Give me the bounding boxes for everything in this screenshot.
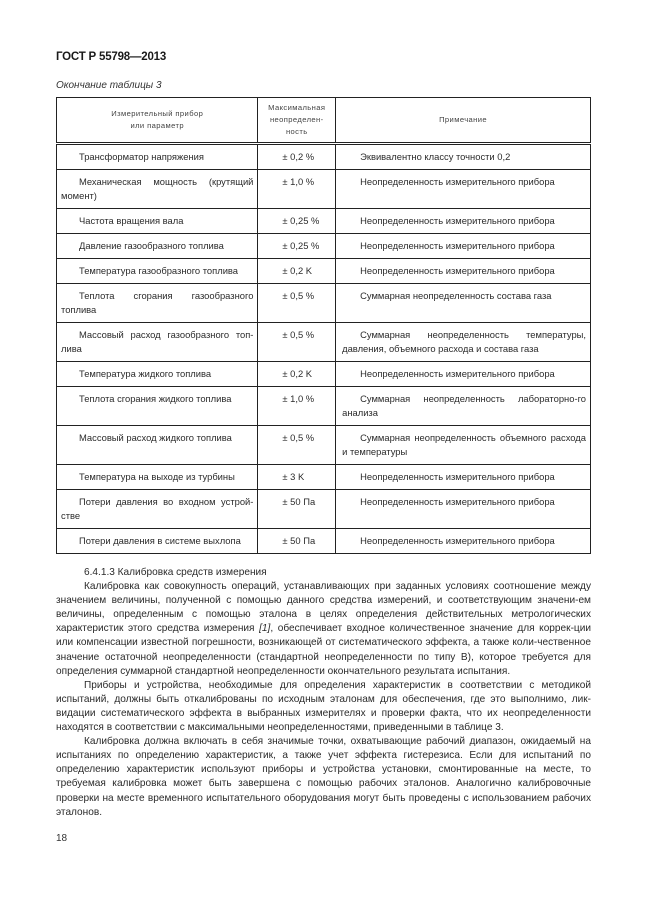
uncertainty-cell: ± 0,5 %	[282, 290, 315, 301]
parameter-cell: Механическая мощность (крутящий момент)	[61, 176, 254, 201]
table-header-row	[57, 98, 591, 144]
note-cell: Неопределенность измерительного прибора	[360, 496, 555, 507]
uncertainty-cell: ± 0,2 K	[282, 368, 313, 379]
note-cell: Суммарная неопределенность объемного расхода и температуры	[342, 432, 586, 457]
note-cell: Неопределенность измерительного прибора	[360, 176, 555, 187]
table-row	[57, 284, 591, 323]
table-row	[57, 209, 591, 234]
table-caption: Окончание таблицы 3	[56, 80, 162, 91]
note-cell: Неопределенность измерительного прибора	[360, 265, 555, 276]
uncertainty-cell: ± 50 Па	[282, 535, 316, 546]
column-header-note: Примечание	[336, 98, 591, 144]
uncertainty-cell: ± 3 K	[282, 471, 305, 482]
parameter-cell: Температура на выходе из турбины	[79, 471, 235, 482]
uncertainty-cell: ± 0,25 %	[282, 240, 320, 251]
table-row	[57, 234, 591, 259]
parameter-cell: Потери давления в системе выхлопа	[79, 535, 241, 546]
table-row	[57, 362, 591, 387]
parameter-cell: Массовый расход газообразного топ-лива	[61, 329, 254, 354]
note-cell: Суммарная неопределенность температуры, давления, объемного расхода и состава газа	[342, 329, 586, 354]
note-cell: Неопределенность измерительного прибора	[360, 471, 555, 482]
table-row	[57, 490, 591, 529]
section-heading: 6.4.1.3 Калибровка средств измерения	[84, 567, 267, 578]
note-cell: Неопределенность измерительного прибора	[360, 368, 555, 379]
document-code: ГОСТ Р 55798—2013	[56, 51, 167, 63]
column-header-parameter: Измерительный прибор или параметр	[57, 98, 258, 144]
note-cell: Неопределенность измерительного прибора	[360, 535, 555, 546]
parameter-cell: Массовый расход жидкого топлива	[79, 432, 232, 443]
paragraph: Калибровка как совокупность операций, устанавливающих при заданных условиях соотношение между значением величины, полученной с помощью данного средства измерений, и соответствующим значени-ем величины, определенным с помощью эталона в целях определения действительных метрологических характеристик этого средства измерения [1], обеспечивает входное количественное значение для коррек-ции или компенсации известной погрешности, возникающей от систематического эффекта, а также коли-чественное значение остаточной неопределенности (стандартной неопределенности по типу В), которое требуется для определения суммарной стандартной неопределенности окончательного результата испытания.	[56, 581, 591, 677]
parameter-cell: Температура газообразного топлива	[79, 265, 239, 276]
parameter-cell: Потери давления во входном устрой-стве	[61, 496, 254, 521]
uncertainty-cell: ± 1,0 %	[282, 393, 315, 404]
uncertainty-table	[56, 97, 591, 554]
uncertainty-cell: ± 0,2 %	[282, 151, 315, 162]
paragraph: Приборы и устройства, необходимые для определения характеристик в соответствии с методикой испытаний, должны быть откалиброваны по исходным эталонам для обеспечения, где это выполнимо, лик-видации систематического эффекта в выбранных измерителях и проверки факта, что их неопределенности находятся в соответствии с максимальными неопределенностями, приведенными в таблице 3.	[56, 679, 591, 734]
parameter-cell: Частота вращения вала	[79, 215, 184, 226]
parameter-cell: Температура жидкого топлива	[79, 368, 212, 379]
note-cell: Суммарная неопределенность состава газа	[360, 290, 552, 301]
table-row	[57, 259, 591, 284]
table-row	[57, 387, 591, 426]
parameter-cell: Трансформатор напряжения	[79, 151, 204, 162]
parameter-cell: Давление газообразного топлива	[79, 240, 224, 251]
table-row	[57, 529, 591, 554]
table-row	[57, 323, 591, 362]
table-row	[57, 465, 591, 490]
parameter-cell: Теплота сгорания жидкого топлива	[79, 393, 232, 404]
table-row	[57, 170, 591, 209]
note-cell: Суммарная неопределенность лабораторно-го анализа	[342, 393, 586, 418]
column-header-uncertainty: Максимальная неопределен- ность	[258, 98, 336, 144]
uncertainty-cell: ± 0,2 K	[282, 265, 313, 276]
uncertainty-cell: ± 1,0 %	[282, 176, 315, 187]
uncertainty-cell: ± 0,5 %	[282, 432, 315, 443]
note-cell: Эквивалентно классу точности 0,2	[360, 151, 511, 162]
section-body	[56, 566, 591, 820]
table-row	[57, 426, 591, 465]
note-cell: Неопределенность измерительного прибора	[360, 215, 555, 226]
table-row	[57, 144, 591, 170]
note-cell: Неопределенность измерительного прибора	[360, 240, 555, 251]
uncertainty-cell: ± 50 Па	[282, 496, 316, 507]
reference-link: [1]	[259, 623, 271, 635]
parameter-cell: Теплота сгорания газообразного топлива	[61, 290, 254, 315]
uncertainty-cell: ± 0,25 %	[282, 215, 320, 226]
uncertainty-cell: ± 0,5 %	[282, 329, 315, 340]
paragraph: Калибровка должна включать в себя значимые точки, охватывающие рабочий диапазон, ожидаемый на испытаниях по определению характеристик, а также учет эффекта гистерезиса. Если для испытаний по определению характеристик используют приборы и устройства установки, смонтированные на месте, то требуемая калибровка может быть завершена с помощью рабочих эталонов. Аналогично калибровочные проверки на месте временного испытательного оборудования могут быть проведены с использованием рабочих эталонов.	[56, 736, 591, 818]
page-number: 18	[56, 833, 68, 844]
